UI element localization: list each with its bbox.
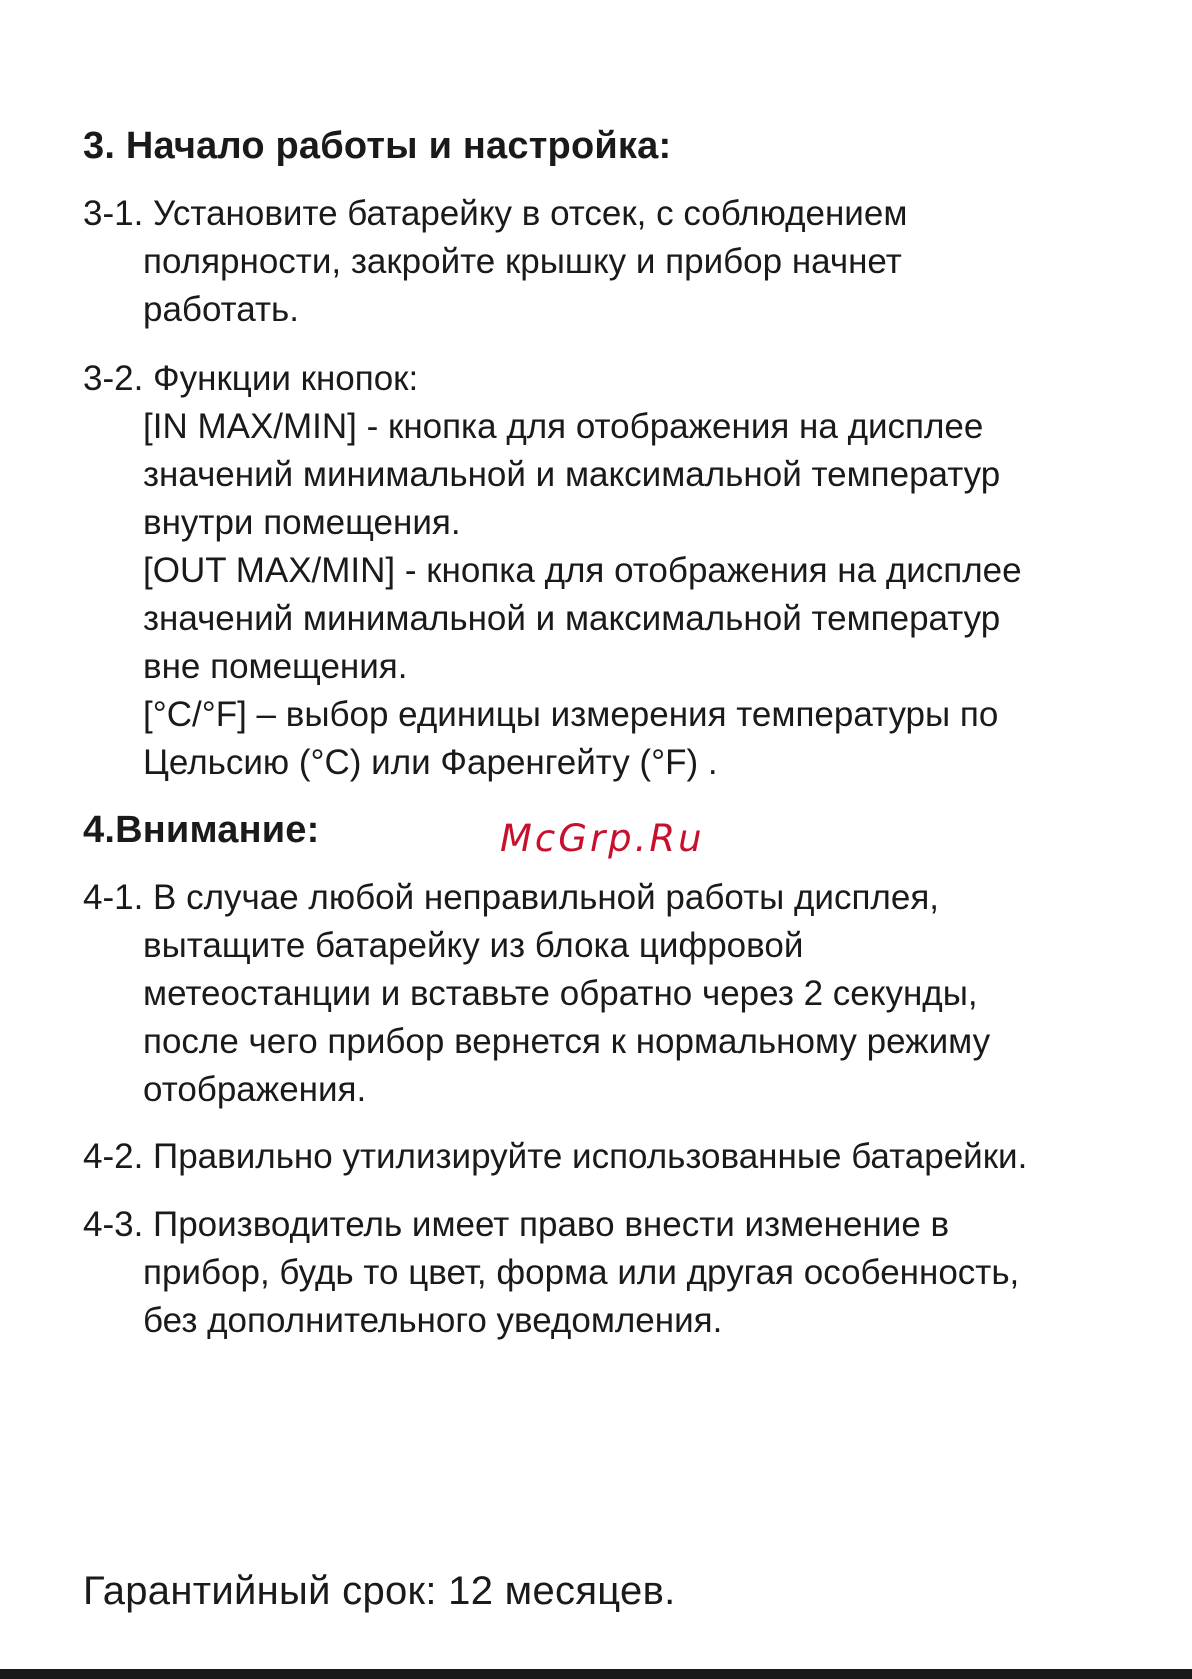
item-4-1-line-5: отображения. <box>143 1070 367 1109</box>
item-4-1-line-1: 4-1. В случае любой неправильной работы дисплея, <box>83 878 939 917</box>
item-3-2-line-9: Цельсию (°C) или Фаренгейту (°F) . <box>143 743 718 782</box>
item-3-2-line-1: 3-2. Функции кнопок: <box>83 359 419 398</box>
item-4-1-line-4: после чего прибор вернется к нормальному режиму <box>143 1022 991 1061</box>
item-3-2-line-2: [IN MAX/MIN] - кнопка для отображения на дисплее <box>143 407 984 446</box>
item-4-2-line-1: 4-2. Правильно утилизируйте использованные батарейки. <box>83 1137 1028 1176</box>
item-3-2 <box>83 355 1123 787</box>
item-4-3-line-2: прибор, будь то цвет, форма или другая особенность, <box>143 1253 1020 1292</box>
bottom-border <box>0 1669 1192 1679</box>
item-4-1-line-2: вытащите батарейку из блока цифровой <box>143 926 804 965</box>
item-3-1-line-2: полярности, закройте крышку и прибор начнет <box>143 242 902 281</box>
item-4-1-line-3: метеостанции и вставьте обратно через 2 секунды, <box>143 974 978 1013</box>
item-4-3 <box>83 1201 1123 1345</box>
item-4-3-line-1: 4-3. Производитель имеет право внести изменение в <box>83 1205 950 1244</box>
item-3-1-line-1: 3-1. Установите батарейку в отсек, с соблюдением <box>83 194 908 233</box>
item-3-2-line-3: значений минимальной и максимальной температур <box>143 455 1001 494</box>
warranty-text: Гарантийный срок: 12 месяцев. <box>83 1569 676 1613</box>
item-4-1 <box>83 874 1123 1114</box>
item-3-2-line-6: значений минимальной и максимальной температур <box>143 599 1001 638</box>
item-3-2-line-4: внутри помещения. <box>143 503 461 542</box>
item-3-2-line-8: [°C/°F] – выбор единицы измерения температуры по <box>143 695 999 734</box>
item-3-2-line-5: [OUT MAX/MIN] - кнопка для отображения на дисплее <box>143 551 1022 590</box>
item-3-1 <box>83 190 1123 334</box>
watermark-text: McGrp.Ru <box>500 817 705 860</box>
section-4-heading: 4.Внимание: <box>83 809 320 851</box>
item-3-2-line-7: вне помещения. <box>143 647 408 686</box>
section-3-heading: 3. Начало работы и настройка: <box>83 125 672 167</box>
item-4-3-line-3: без дополнительного уведомления. <box>143 1301 723 1340</box>
item-3-1-line-3: работать. <box>143 290 299 329</box>
item-4-2 <box>83 1133 1123 1181</box>
